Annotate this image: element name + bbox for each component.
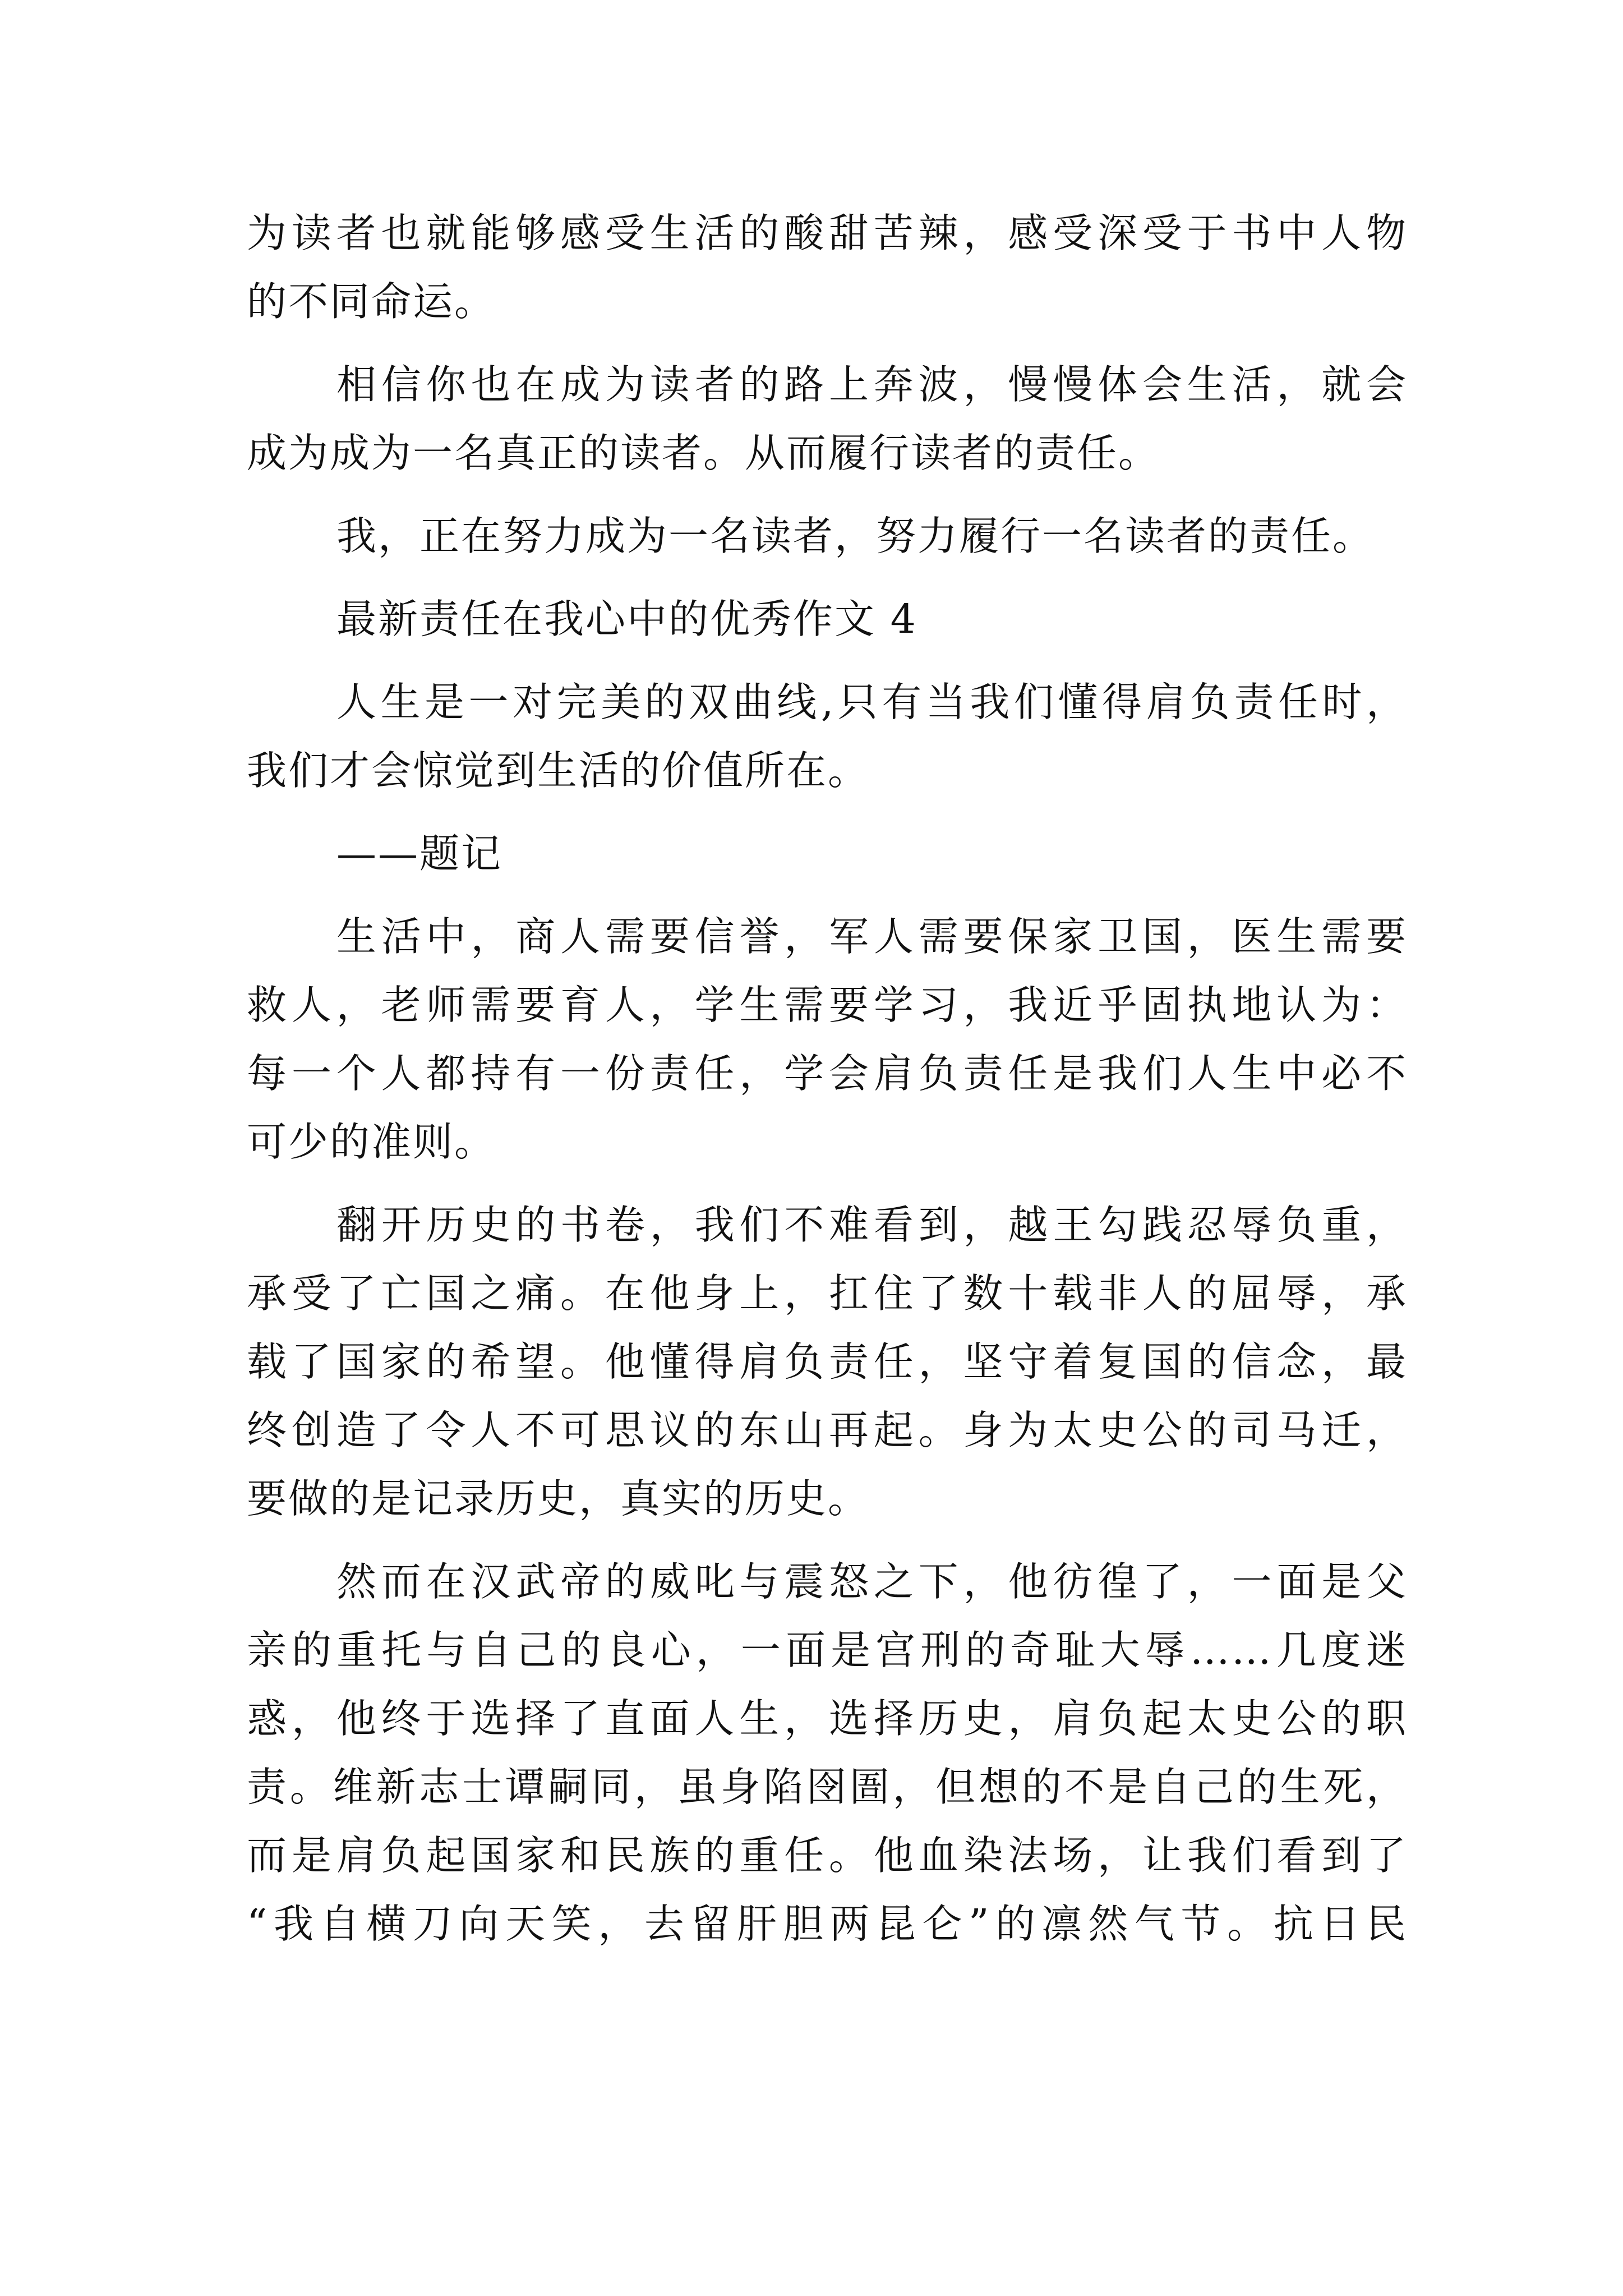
text-line: 要做的是记录历史，真实的历史。: [247, 1475, 870, 1522]
text-line: 翻开历史的书卷，我们不难看到，越王勾践忍辱负重，: [336, 1202, 1408, 1248]
text-line: 生活中，商人需要信誉，军人需要保家卫国，医生需要: [336, 913, 1408, 960]
text-line: 可少的准则。: [247, 1119, 496, 1165]
text-line: 责。维新志士谭嗣同，虽身陷囹圄，但想的不是自己的生死，: [247, 1764, 1408, 1810]
text-line: 承受了亡国之痛。在他身上，扛住了数十载非人的屈辱，承: [247, 1270, 1408, 1317]
text-line: 为读者也就能够感受生活的酸甜苦辣，感受深受于书中人物: [247, 210, 1408, 256]
text-line: 人生是一对完美的双曲线,只有当我们懂得肩负责任时，: [336, 679, 1408, 725]
text-line: 我，正在努力成为一名读者，努力履行一名读者的责任。: [336, 513, 1375, 559]
section-heading: 最新责任在我心中的优秀作文 4: [336, 596, 917, 642]
text-line: 相信你也在成为读者的路上奔波，慢慢体会生活，就会: [336, 361, 1408, 408]
epigraph-attribution: ——题记: [336, 830, 503, 877]
document-body: [247, 199, 1408, 1958]
text-line: 然而在汉武帝的威叱与震怒之下，他彷徨了，一面是父: [336, 1558, 1408, 1605]
text-line: 终创造了令人不可思议的东山再起。身为太史公的司马迁，: [247, 1407, 1408, 1453]
text-line: “我自横刀向天笑，去留肝胆两昆仑”的凛然气节。抗日民: [247, 1901, 1408, 1947]
text-line: 载了国家的希望。他懂得肩负责任，坚守着复国的信念，最: [247, 1338, 1408, 1385]
text-line: 每一个人都持有一份责任，学会肩负责任是我们人生中必不: [247, 1050, 1408, 1097]
text-line: 而是肩负起国家和民族的重任。他血染法场，让我们看到了: [247, 1832, 1408, 1879]
text-line: 我们才会惊觉到生活的价值所在。: [247, 747, 870, 794]
text-line: 的不同命运。: [247, 278, 496, 325]
text-line: 惑，他终于选择了直面人生，选择历史，肩负起太史公的职: [247, 1695, 1408, 1742]
text-line: 成为成为一名真正的读者。从而履行读者的责任。: [247, 430, 1160, 476]
text-line: 亲的重托与自己的良心，一面是宫刑的奇耻大辱……几度迷: [247, 1627, 1408, 1673]
text-line: 救人，老师需要育人，学生需要学习，我近乎固执地认为：: [247, 982, 1408, 1028]
